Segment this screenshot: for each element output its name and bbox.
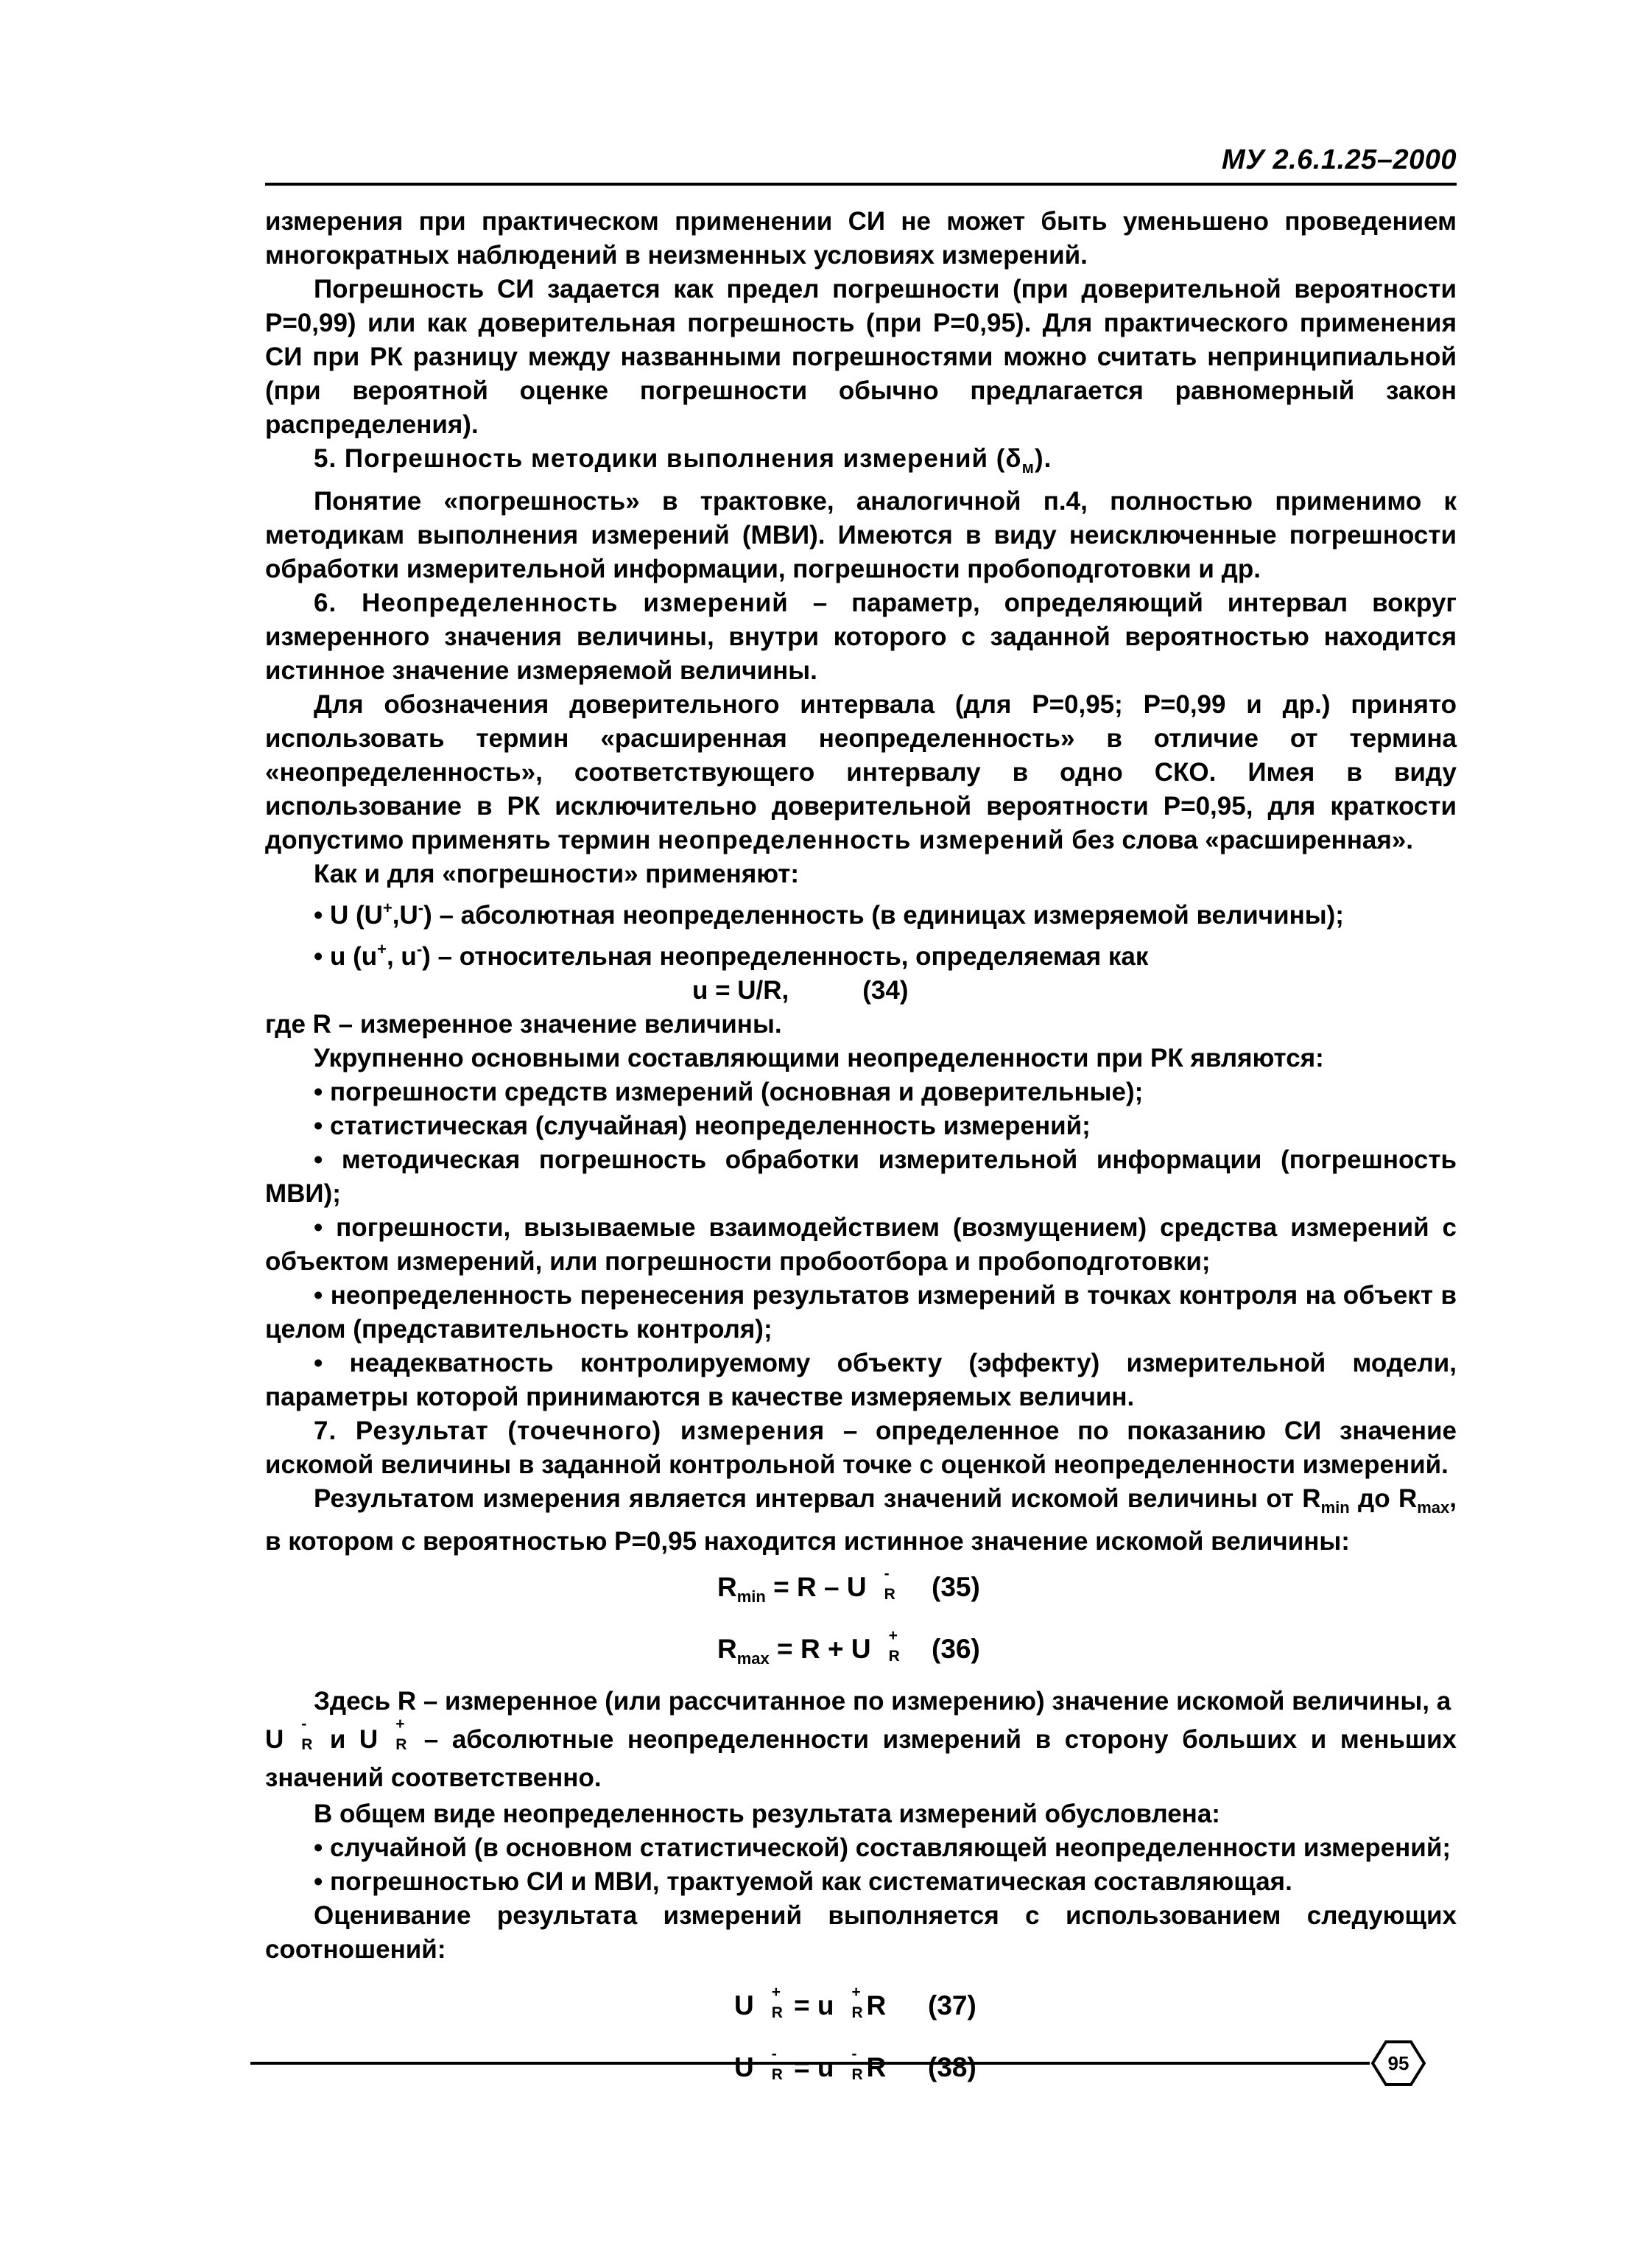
term: неопределенность измерений [658, 826, 1065, 854]
page-number: 95 [1387, 2051, 1409, 2074]
formula-38 [265, 2039, 1457, 2101]
subscript: R [888, 1648, 900, 1665]
formula-37 [265, 1977, 1457, 2039]
heading-end: ). [1034, 444, 1052, 473]
formula-expression [734, 2046, 887, 2085]
sub-sup-stack [834, 2046, 867, 2085]
superscript: + [382, 899, 393, 917]
superscript: + [851, 1984, 861, 2001]
term: 7. Результат (точечного) измерения [314, 1416, 826, 1445]
superscript: - [301, 1716, 307, 1732]
operator: = R – U [765, 1572, 867, 1602]
sub-sup-stack [834, 1984, 867, 2023]
list-item [265, 891, 1457, 933]
superscript: + [377, 940, 387, 958]
section-heading-6 [265, 586, 1457, 688]
paragraph: Понятие «погрешность» в трактовке, аналогичной п.4, полностью применимо к методикам выполнения измерений (МВИ). Имеются в виду неисключенные погрешности обработки измерительной информации, погрешности пробоподготовки и др. [265, 487, 1457, 583]
paragraph: Погрешность СИ задается как предел погрешности (при доверительной вероятности Р=0,99) или как доверительная погрешность (при Р=0,95). Для практического применения СИ при РК разницу между названными погрешностями можно считать непринципиальной (при вероятной оценке погрешности обычно предлагается равномерный закон распределения). [265, 275, 1457, 439]
operator: = u [786, 2052, 834, 2082]
subscript: R [771, 2066, 783, 2083]
symbol: R [717, 1572, 737, 1602]
subscript: м [1021, 458, 1035, 477]
paragraph [265, 688, 1457, 857]
term: 6. Неопределенность измерений [314, 589, 789, 617]
formula-number: (35) [932, 1572, 980, 1602]
document-code: МУ 2.6.1.25–2000 [1222, 144, 1457, 175]
text: Для обозначения доверительного интервала (для Р=0,95; Р=0,99 и др.) принято использовать термин «расширенная неопределенность» в отличие от термина «неопределенность», соответствующего интервалу в одно СКО. Имея в виду использование в РК исключительно доверительной вероятности Р=0,95, для краткости допустимо применять термин [265, 690, 1457, 854]
superscript: + [888, 1627, 898, 1644]
operator: = u [786, 1990, 834, 2021]
formula-number: (36) [932, 1634, 980, 1664]
formula-expression [734, 1984, 887, 2023]
list-item: • статистическая (случайная) неопределенность измерений; [314, 1112, 1091, 1140]
paragraph: Укрупненно основными составляющими неопределенности при РК являются: [314, 1044, 1324, 1072]
subscript: min [1320, 1498, 1350, 1517]
superscript: - [851, 2046, 857, 2062]
sub-sup-stack [754, 2046, 786, 2085]
formula-expression [717, 1627, 904, 1676]
definition: – параметр, определяющий интервал вокруг измеренного значения величины, внутри которого с заданной вероятностью находится истинное значение измеряемой величины. [265, 589, 1457, 685]
symbol: R [866, 1990, 887, 2021]
paragraph [265, 1716, 1457, 1797]
superscript: - [418, 899, 424, 917]
text: • U (U [314, 901, 383, 930]
symbol: U [734, 2052, 754, 2082]
symbol: U [265, 1725, 284, 1754]
formula-number: (34) [862, 976, 909, 1005]
text: , в котором с вероятностью Р=0,95 находится истинное значение искомой величины: [265, 1484, 1457, 1556]
formula-36 [265, 1621, 1457, 1682]
formula-35 [265, 1559, 1457, 1621]
subscript: max [736, 1649, 770, 1668]
operator: = R + U [769, 1634, 871, 1664]
list-item: • неопределенность перенесения результатов измерений в точках контроля на объект в целом (представительность контроля); [265, 1281, 1457, 1344]
superscript: + [395, 1716, 405, 1732]
text: ) – абсолютная неопределенность (в единицах измеряемой величины); [423, 901, 1344, 930]
formula-number: (37) [928, 1990, 976, 2021]
sub-sup-stack [378, 1716, 410, 1759]
section-heading-5 [265, 442, 1457, 485]
formula-number: (38) [928, 2052, 976, 2082]
symbol: R [717, 1634, 737, 1664]
page-number-badge [1370, 2039, 1427, 2088]
subscript: R [301, 1736, 313, 1753]
text: • u (u [314, 942, 378, 971]
section-heading-7 [265, 1414, 1457, 1482]
sub-sup-stack [754, 1984, 786, 2023]
subscript: R [884, 1586, 895, 1603]
symbol: R [866, 2052, 887, 2082]
formula-expression [717, 1565, 899, 1614]
footer-rule [250, 2062, 1370, 2065]
text: ) – относительная неопределенность, определяемая как [422, 942, 1149, 971]
superscript: - [884, 1565, 890, 1582]
list-item [265, 933, 1457, 974]
formula-34 [265, 974, 1457, 1008]
paragraph: В общем виде неопределенность результата измерений обусловлена: [314, 1800, 1220, 1828]
subscript: R [395, 1736, 407, 1753]
superscript: - [771, 2046, 777, 2062]
heading-text: 5. Погрешность методики выполнения измерений (δ [314, 444, 1022, 473]
paragraph: где R – измеренное значение величины. [265, 1010, 782, 1039]
list-item: • погрешностью СИ и МВИ, трактуемой как систематическая составляющая. [314, 1867, 1292, 1896]
paragraph: Как и для «погрешности» применяют: [314, 860, 800, 888]
text: без слова «расширенная». [1064, 826, 1413, 854]
text: до R [1349, 1484, 1418, 1513]
symbol: U [734, 1990, 754, 2021]
list-item: • неадекватность контролируемому объекту (эффекту) измерительной модели, параметры которой принимаются в качестве измеряемых величин. [265, 1349, 1457, 1411]
text: и U [316, 1725, 379, 1754]
sub-sup-stack [867, 1565, 899, 1604]
list-item: • методическая погрешность обработки измерительной информации (погрешность МВИ); [265, 1145, 1457, 1208]
paragraph: измерения при практическом применении СИ не может быть уменьшено проведением многократных наблюдений в неизменных условиях измерений. [265, 207, 1457, 270]
page-body [265, 205, 1457, 2101]
paragraph: Здесь R – измеренное (или рассчитанное по измерению) значение искомой величины, а [314, 1687, 1451, 1716]
superscript: - [416, 940, 423, 958]
formula-expression: u = U/R, [692, 976, 789, 1005]
header-rule [265, 183, 1457, 186]
list-item: • погрешности, вызываемые взаимодействием (возмущением) средства измерений с объектом измерений, или погрешности пробоотбора и пробоподготовки; [265, 1213, 1457, 1276]
paragraph [265, 1482, 1457, 1559]
text: ,U [392, 901, 418, 930]
subscript: R [851, 2004, 863, 2021]
text: – абсолютные неопределенности измерений в сторону больших и меньших значений соответственно. [265, 1725, 1457, 1792]
subscript: R [771, 2004, 783, 2021]
subscript: min [736, 1587, 766, 1606]
list-item: • случайной (в основном статистической) составляющей неопределенности измерений; [314, 1833, 1451, 1862]
sub-sup-stack [284, 1716, 316, 1759]
sub-sup-stack [871, 1627, 904, 1666]
list-item: • погрешности средств измерений (основная и доверительные); [314, 1078, 1144, 1106]
subscript: max [1417, 1498, 1450, 1517]
text: Результатом измерения является интервал значений искомой величины от R [314, 1484, 1321, 1513]
text: , u [386, 942, 417, 971]
paragraph: Оценивание результата измерений выполняется с использованием следующих соотношений: [265, 1901, 1457, 1964]
subscript: R [851, 2066, 863, 2083]
definition: – определенное по показанию СИ значение искомой величины в заданной контрольной точке с оценкой неопределенности измерений. [265, 1416, 1457, 1479]
superscript: + [771, 1984, 781, 2001]
